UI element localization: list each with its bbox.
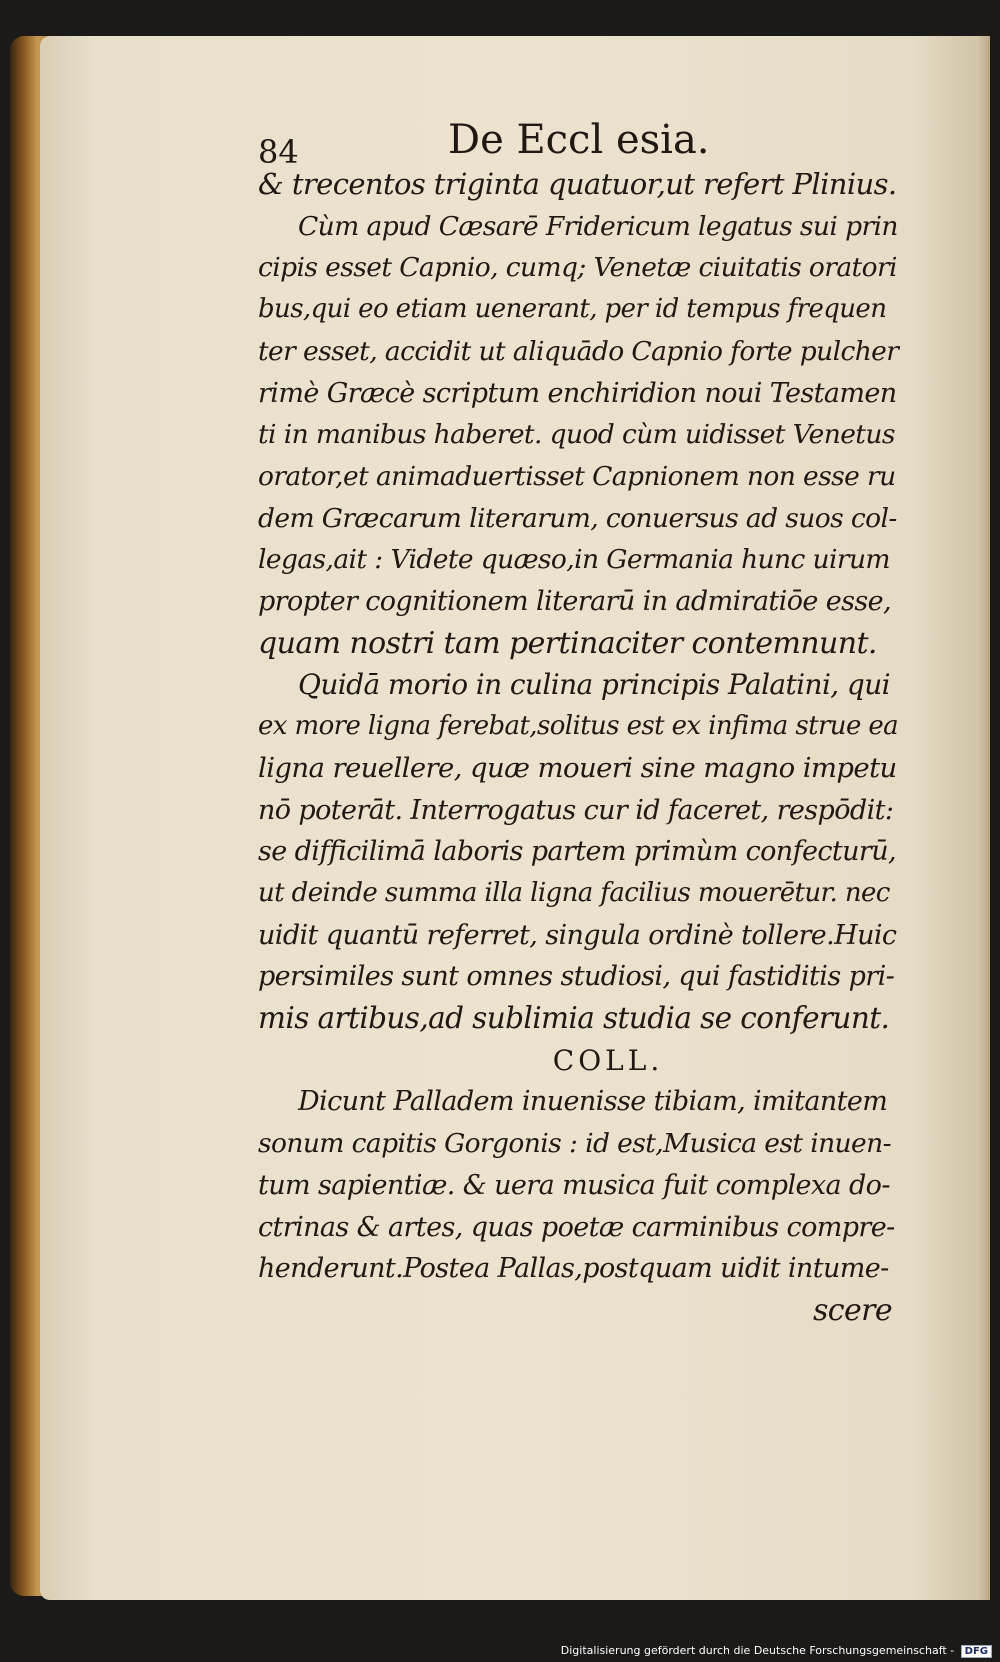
running-head: De Eccl esia. [448,117,710,163]
page-text-block [258,98,898,1332]
text-line: se difficilimā laboris partem primùm confecturū, [258,836,897,868]
page-header [258,98,898,171]
text-line: legas,ait : Videte quæso,in Germania hunc uirum [258,544,890,576]
text-line: ut deinde summa illa ligna facilius mouerētur. nec [258,877,890,908]
text-line: bus,qui eo etiam uenerant, per id tempus frequen [258,294,887,325]
text-line: ctrinas & artes, quas poetæ carminibus compre- [258,1211,895,1243]
text-line: orator,et animaduertisset Capnionem non esse ru [258,460,896,492]
text-line: ligna reuellere, quæ moueri sine magno impetu [258,751,897,784]
dfg-logo: DFG [961,1645,992,1658]
text-line: dem Græcarum literarum, conuersus ad suos col- [258,502,897,534]
text-line: nō poterāt. Interrogatus cur id faceret, respōdit: [258,794,894,826]
paragraph-start-line: Cùm apud Cæsarē Fridericum legatus sui prin [298,210,898,242]
text-line: uidit quantū referret, singula ordinè tollere.Huic [258,919,897,951]
catchword: scere [812,1292,892,1328]
text-line: sonum capitis Gorgonis : id est,Musica est inuen- [258,1128,891,1160]
text-line: quam nostri tam pertinaciter contemnunt. [258,625,877,661]
section-heading: COLL. [552,1043,664,1077]
digitization-credit [561,1644,992,1658]
text-line: ti in manibus haberet. quod cùm uidisset Venetus [258,419,895,451]
credit-text: Digitalisierung gefördert durch die Deutsche Forschungsgemeinschaft - [560,1644,955,1657]
page-gutter-edge [976,36,990,1600]
text-line: persimiles sunt omnes studiosi, qui fastiditis pri- [258,961,895,993]
text-line: tum sapientiæ. & uera musica fuit complexa do- [258,1169,890,1201]
text-line: & trecentos triginta quatuor,ut refert Plinius. [258,167,897,201]
text-line: propter cognitionem literarū in admiratiōe esse, [258,586,891,618]
page-number: 84 [258,133,299,171]
text-line: rimè Græcè scriptum enchiridion noui Testamen [258,377,897,409]
paragraph-start-line: Dicunt Palladem inuenisse tibiam, imitantem [298,1086,888,1118]
text-line: ter esset, accidit ut aliquādo Capnio forte pulcher [258,335,899,367]
text-line: cipis esset Capnio, cumq; Venetæ ciuitatis oratori [258,252,897,284]
paragraph-start-line: Quidā morio in culina principis Palatini, qui [298,668,891,702]
text-line: henderunt.Postea Pallas,postquam uidit intume- [258,1253,889,1285]
text-line: ex more ligna ferebat,solitus est ex infima strue ea [258,711,899,742]
text-line: mis artibus,ad sublimia studia se conferunt. [258,1001,890,1036]
